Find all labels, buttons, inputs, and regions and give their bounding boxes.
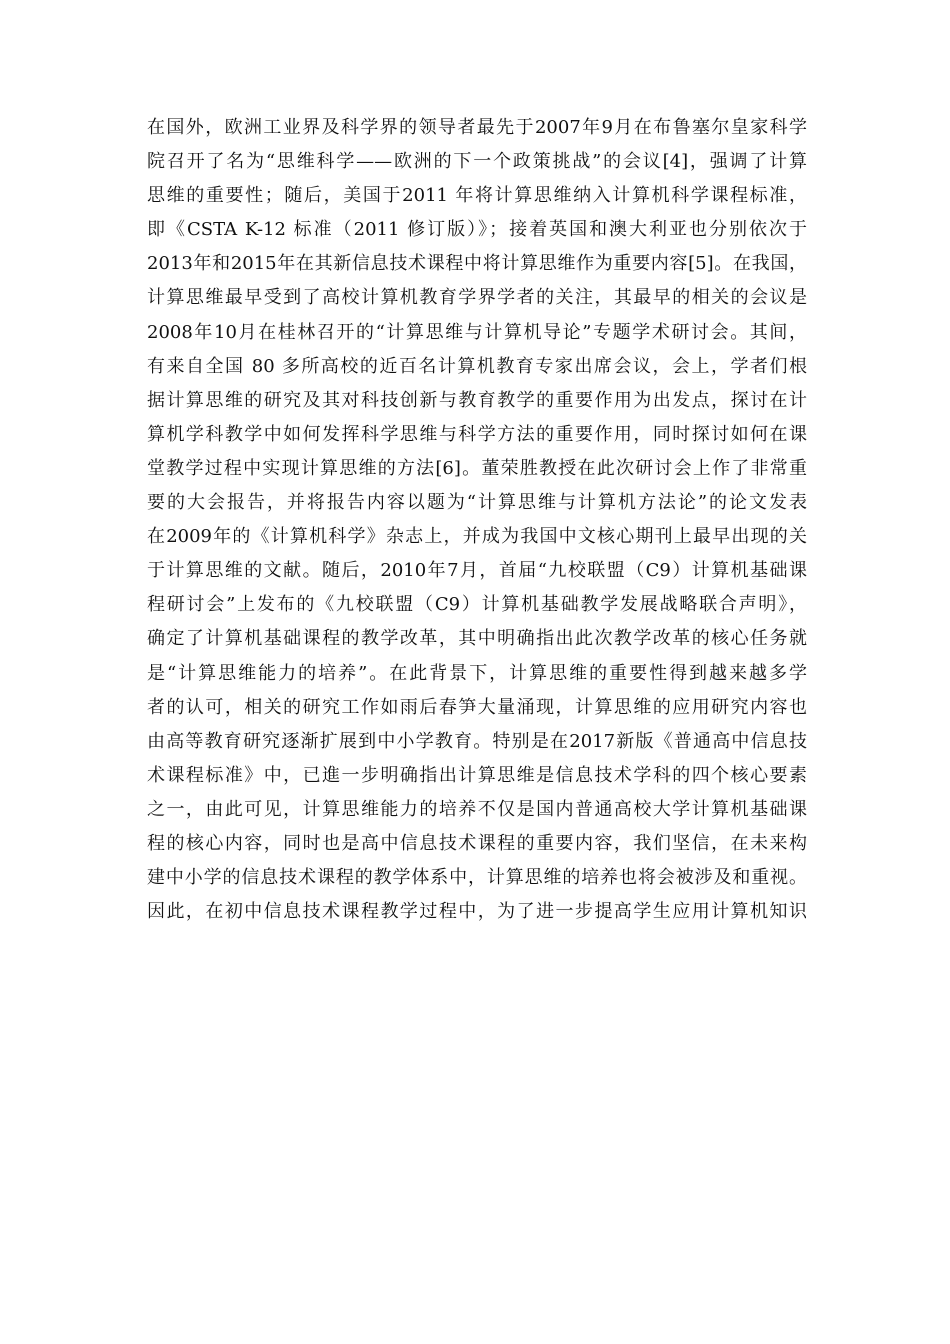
- text-line: 于计算思维的文献。随后，2010年7月，首届“九校联盟（C9）计算机基础课: [147, 560, 807, 582]
- text-line: 程的核心内容，同时也是高中信息技术课程的重要内容，我们坚信，在未来构: [147, 832, 807, 854]
- text-line: 确定了计算机基础课程的教学改革，其中明确指出此次教学改革的核心任务就: [147, 628, 807, 650]
- text-line: 有来自全国 80 多所高校的近百名计算机教育专家出席会议，会上，学者们根: [147, 355, 807, 377]
- text-line: 术课程标准》中，已進一步明确指出计算思维是信息技术学科的四个核心要素: [147, 764, 807, 786]
- text-line: 堂教学过程中实现计算思维的方法[6]。董荣胜教授在此次研讨会上作了非常重: [147, 457, 807, 479]
- text-line: 院召开了名为“思维科学——欧洲的下一个政策挑战”的会议[4]，强调了计算: [147, 151, 807, 173]
- text-line: 之一，由此可见，计算思维能力的培养不仅是国内普通高校大学计算机基础课: [147, 798, 807, 820]
- text-line: 程研讨会”上发布的《九校联盟（C9）计算机基础教学发展战略联合声明》，: [147, 594, 807, 616]
- text-line: 2013年和2015年在其新信息技术课程中将计算思维作为重要内容[5]。在我国，: [147, 253, 807, 275]
- text-line: 由高等教育研究逐渐扩展到中小学教育。特别是在2017新版《普通高中信息技: [147, 730, 807, 752]
- text-line: 算机学科教学中如何发挥科学思维与科学方法的重要作用，同时探讨如何在课: [147, 423, 807, 445]
- text-line: 者的认可，相关的研究工作如雨后春笋大量涌现，计算思维的应用研究内容也: [147, 696, 807, 718]
- text-line: 要的大会报告，并将报告内容以题为“计算思维与计算机方法论”的论文发表: [147, 492, 807, 514]
- text-line: 计算思维最早受到了高校计算机教育学界学者的关注，其最早的相关的会议是: [147, 287, 807, 309]
- text-line: 据计算思维的研究及其对科技创新与教育教学的重要作用为出发点，探讨在计: [147, 389, 807, 411]
- text-line: 在2009年的《计算机科学》杂志上，并成为我国中文核心期刊上最早出现的关: [147, 526, 807, 548]
- text-line: 在国外，欧洲工业界及科学界的领导者最先于2007年9月在布鲁塞尔皇家科学: [147, 117, 807, 138]
- text-line: 2008年10月在桂林召开的“计算思维与计算机导论”专题学术研讨会。其间，: [147, 321, 807, 343]
- body-paragraph: [147, 111, 807, 929]
- text-line: 思维的重要性；随后，美国于2011 年将计算思维纳入计算机科学课程标准，: [147, 185, 807, 207]
- text-line: 即《CSTA K-12 标准（2011 修订版）》；接着英国和澳大利亚也分别依次于: [147, 219, 807, 241]
- text-line: 建中小学的信息技术课程的教学体系中，计算思维的培养也将会被涉及和重视。: [147, 867, 807, 889]
- text-line: 是“计算思维能力的培养”。在此背景下，计算思维的重要性得到越来越多学: [147, 662, 807, 684]
- text-line: 因此，在初中信息技术课程教学过程中，为了进一步提高学生应用计算机知识: [147, 901, 807, 923]
